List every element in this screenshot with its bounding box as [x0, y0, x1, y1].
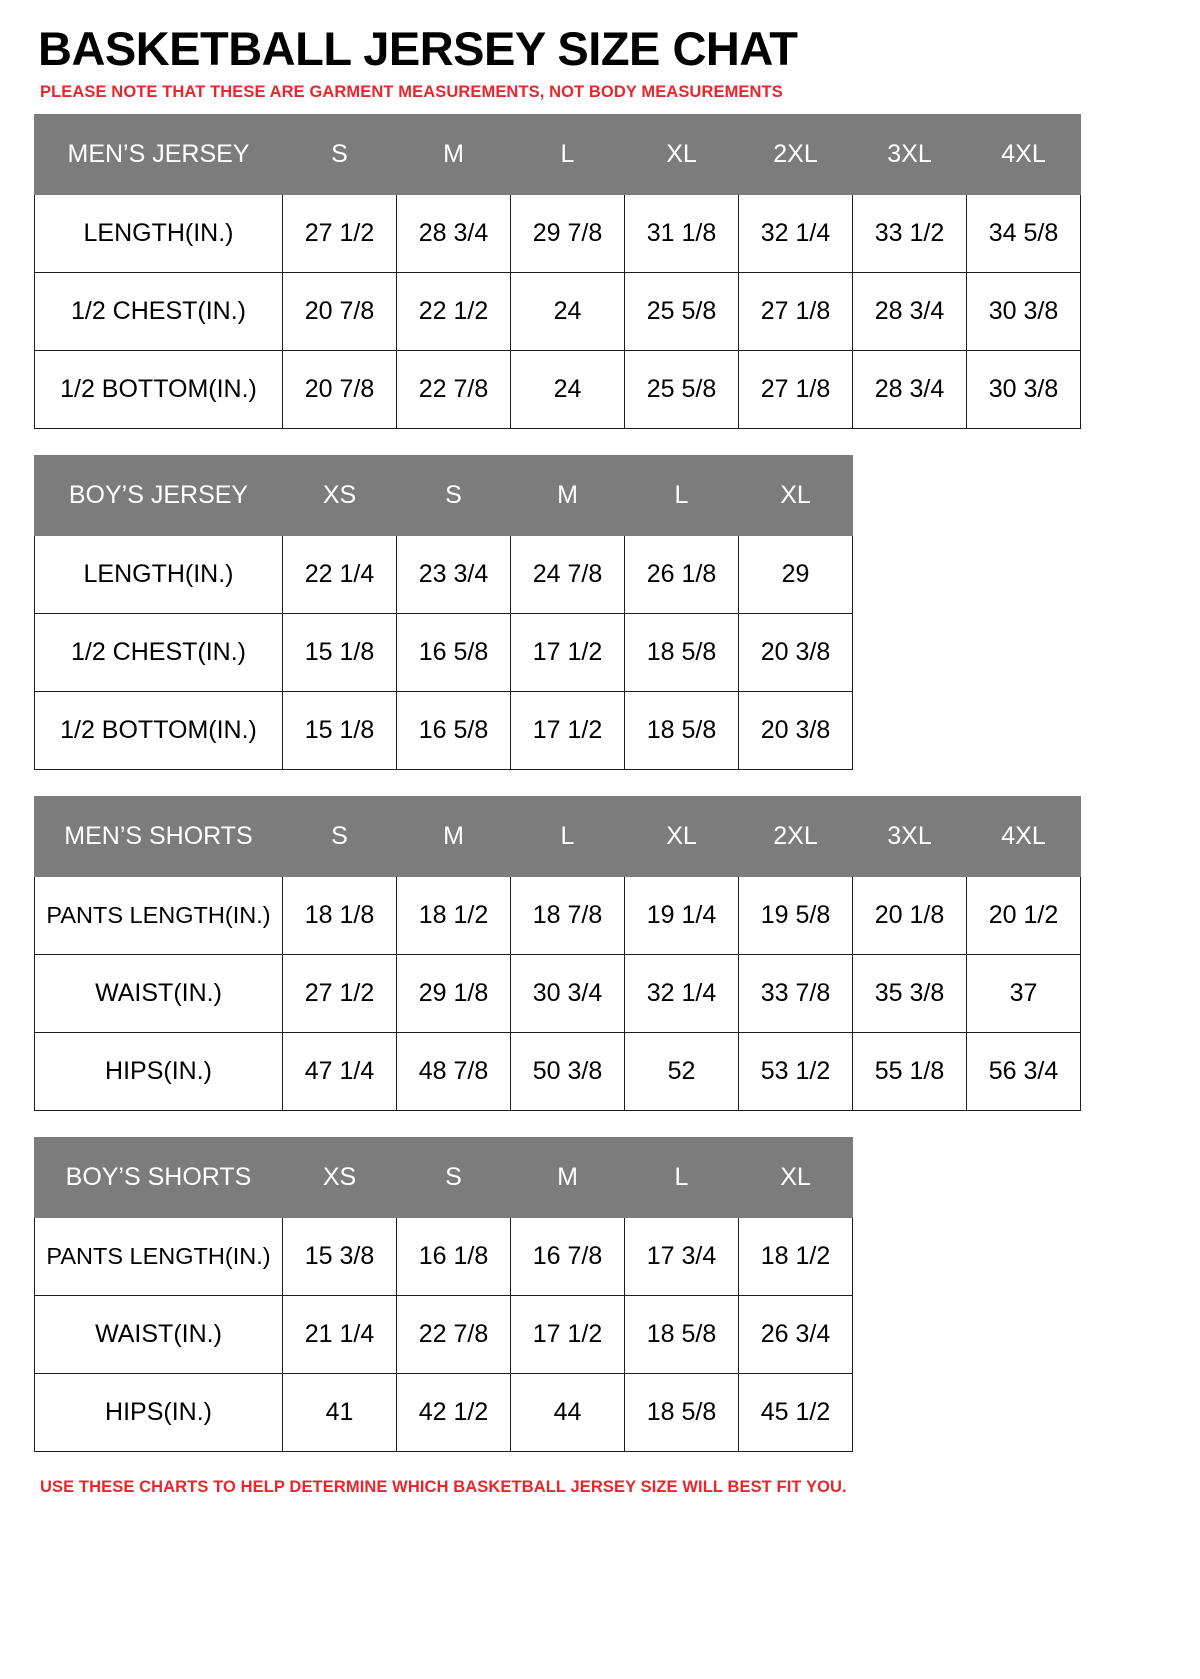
measurement-value: 23 3/4 [397, 535, 511, 613]
size-column-header: XS [283, 455, 397, 535]
table-row [35, 194, 1081, 272]
measurement-value: 22 1/4 [283, 535, 397, 613]
measurement-value: 25 5/8 [625, 350, 739, 428]
measurement-value: 27 1/8 [739, 350, 853, 428]
measurement-value: 29 1/8 [397, 954, 511, 1032]
measurement-value: 26 3/4 [739, 1295, 853, 1373]
size-column-header: XL [739, 455, 853, 535]
measurement-value: 16 1/8 [397, 1217, 511, 1295]
table-header-row [35, 1137, 853, 1217]
measurement-value: 17 1/2 [511, 691, 625, 769]
measurement-value: 33 7/8 [739, 954, 853, 1032]
measurement-value: 45 1/2 [739, 1373, 853, 1451]
measurement-value: 37 [967, 954, 1081, 1032]
measurement-value: 21 1/4 [283, 1295, 397, 1373]
measurement-value: 19 5/8 [739, 876, 853, 954]
measurement-value: 30 3/4 [511, 954, 625, 1032]
footer-note: USE THESE CHARTS TO HELP DETERMINE WHICH BASKETBALL JERSEY SIZE WILL BEST FIT YOU. [40, 1477, 847, 1496]
table-row [35, 876, 1081, 954]
size-table-boys-jersey [34, 455, 853, 770]
measurement-value: 15 3/8 [283, 1217, 397, 1295]
table-category-label: MEN’S SHORTS [35, 796, 283, 876]
size-column-header: M [397, 114, 511, 194]
measurement-value: 18 1/8 [283, 876, 397, 954]
size-table-mens-jersey [34, 114, 1081, 429]
measurement-label: 1/2 CHEST(IN.) [35, 613, 283, 691]
table-category-label: BOY’S SHORTS [35, 1137, 283, 1217]
size-column-header: 3XL [853, 114, 967, 194]
measurement-label: LENGTH(IN.) [35, 194, 283, 272]
measurement-value: 22 7/8 [397, 350, 511, 428]
measurement-label: PANTS LENGTH(IN.) [35, 876, 283, 954]
measurement-value: 18 5/8 [625, 1295, 739, 1373]
measurement-value: 28 3/4 [397, 194, 511, 272]
measurement-value: 29 [739, 535, 853, 613]
measurement-value: 18 7/8 [511, 876, 625, 954]
measurement-value: 47 1/4 [283, 1032, 397, 1110]
measurement-value: 42 1/2 [397, 1373, 511, 1451]
table-row [35, 691, 853, 769]
measurement-value: 26 1/8 [625, 535, 739, 613]
size-column-header: 2XL [739, 114, 853, 194]
measurement-value: 17 1/2 [511, 1295, 625, 1373]
measurement-label: WAIST(IN.) [35, 1295, 283, 1373]
size-column-header: S [283, 796, 397, 876]
measurement-value: 17 3/4 [625, 1217, 739, 1295]
measurement-value: 44 [511, 1373, 625, 1451]
measurement-label: LENGTH(IN.) [35, 535, 283, 613]
size-column-header: M [511, 1137, 625, 1217]
measurement-value: 33 1/2 [853, 194, 967, 272]
page-title: BASKETBALL JERSEY SIZE CHAT [38, 22, 798, 75]
measurement-value: 27 1/8 [739, 272, 853, 350]
measurement-value: 52 [625, 1032, 739, 1110]
measurement-value: 18 5/8 [625, 691, 739, 769]
table-header-row [35, 796, 1081, 876]
table-row [35, 1032, 1081, 1110]
measurement-label: HIPS(IN.) [35, 1373, 283, 1451]
table-row [35, 1295, 853, 1373]
measurement-value: 27 1/2 [283, 194, 397, 272]
table-row [35, 954, 1081, 1032]
size-column-header: L [511, 796, 625, 876]
measurement-value: 56 3/4 [967, 1032, 1081, 1110]
size-table-mens-shorts [34, 796, 1081, 1111]
size-column-header: L [511, 114, 625, 194]
measurement-value: 28 3/4 [853, 350, 967, 428]
measurement-label: PANTS LENGTH(IN.) [35, 1217, 283, 1295]
measurement-value: 55 1/8 [853, 1032, 967, 1110]
measurement-value: 15 1/8 [283, 613, 397, 691]
measurement-value: 32 1/4 [739, 194, 853, 272]
measurement-value: 18 5/8 [625, 1373, 739, 1451]
measurement-value: 28 3/4 [853, 272, 967, 350]
table-row [35, 350, 1081, 428]
measurement-value: 32 1/4 [625, 954, 739, 1032]
size-column-header: XL [625, 114, 739, 194]
size-column-header: 4XL [967, 796, 1081, 876]
measurement-value: 35 3/8 [853, 954, 967, 1032]
measurement-value: 22 7/8 [397, 1295, 511, 1373]
measurement-value: 20 3/8 [739, 691, 853, 769]
measurement-value: 24 [511, 350, 625, 428]
size-column-header: L [625, 455, 739, 535]
measurement-value: 17 1/2 [511, 613, 625, 691]
size-table-boys-shorts [34, 1137, 853, 1452]
measurement-value: 16 5/8 [397, 613, 511, 691]
size-column-header: 4XL [967, 114, 1081, 194]
size-column-header: S [283, 114, 397, 194]
size-column-header: S [397, 455, 511, 535]
measurement-value: 20 1/8 [853, 876, 967, 954]
size-column-header: S [397, 1137, 511, 1217]
table-row [35, 535, 853, 613]
measurement-value: 18 1/2 [397, 876, 511, 954]
measurement-label: HIPS(IN.) [35, 1032, 283, 1110]
measurement-value: 30 3/8 [967, 350, 1081, 428]
measurement-value: 34 5/8 [967, 194, 1081, 272]
size-column-header: 3XL [853, 796, 967, 876]
measurement-value: 29 7/8 [511, 194, 625, 272]
measurement-label: 1/2 BOTTOM(IN.) [35, 691, 283, 769]
measurement-value: 53 1/2 [739, 1032, 853, 1110]
table-row [35, 272, 1081, 350]
measurement-value: 18 1/2 [739, 1217, 853, 1295]
size-tables-container [34, 114, 1166, 1452]
measurement-value: 20 7/8 [283, 272, 397, 350]
size-column-header: M [397, 796, 511, 876]
measurement-value: 16 5/8 [397, 691, 511, 769]
table-category-label: BOY’S JERSEY [35, 455, 283, 535]
measurement-value: 25 5/8 [625, 272, 739, 350]
measurement-value: 50 3/8 [511, 1032, 625, 1110]
measurement-value: 41 [283, 1373, 397, 1451]
table-header-row [35, 114, 1081, 194]
table-row [35, 613, 853, 691]
measurement-value: 22 1/2 [397, 272, 511, 350]
size-column-header: XL [625, 796, 739, 876]
measurement-value: 16 7/8 [511, 1217, 625, 1295]
measurement-value: 48 7/8 [397, 1032, 511, 1110]
measurement-value: 20 3/8 [739, 613, 853, 691]
measurement-value: 20 1/2 [967, 876, 1081, 954]
table-row [35, 1373, 853, 1451]
measurement-value: 30 3/8 [967, 272, 1081, 350]
size-column-header: XL [739, 1137, 853, 1217]
size-column-header: L [625, 1137, 739, 1217]
measurement-value: 24 7/8 [511, 535, 625, 613]
measurement-value: 20 7/8 [283, 350, 397, 428]
garment-measurement-note: PLEASE NOTE THAT THESE ARE GARMENT MEASUREMENTS, NOT BODY MEASUREMENTS [40, 83, 783, 102]
measurement-label: WAIST(IN.) [35, 954, 283, 1032]
measurement-value: 19 1/4 [625, 876, 739, 954]
measurement-value: 27 1/2 [283, 954, 397, 1032]
measurement-label: 1/2 CHEST(IN.) [35, 272, 283, 350]
table-row [35, 1217, 853, 1295]
table-category-label: MEN’S JERSEY [35, 114, 283, 194]
measurement-value: 18 5/8 [625, 613, 739, 691]
size-column-header: 2XL [739, 796, 853, 876]
measurement-label: 1/2 BOTTOM(IN.) [35, 350, 283, 428]
size-column-header: M [511, 455, 625, 535]
measurement-value: 24 [511, 272, 625, 350]
measurement-value: 31 1/8 [625, 194, 739, 272]
table-header-row [35, 455, 853, 535]
size-column-header: XS [283, 1137, 397, 1217]
measurement-value: 15 1/8 [283, 691, 397, 769]
